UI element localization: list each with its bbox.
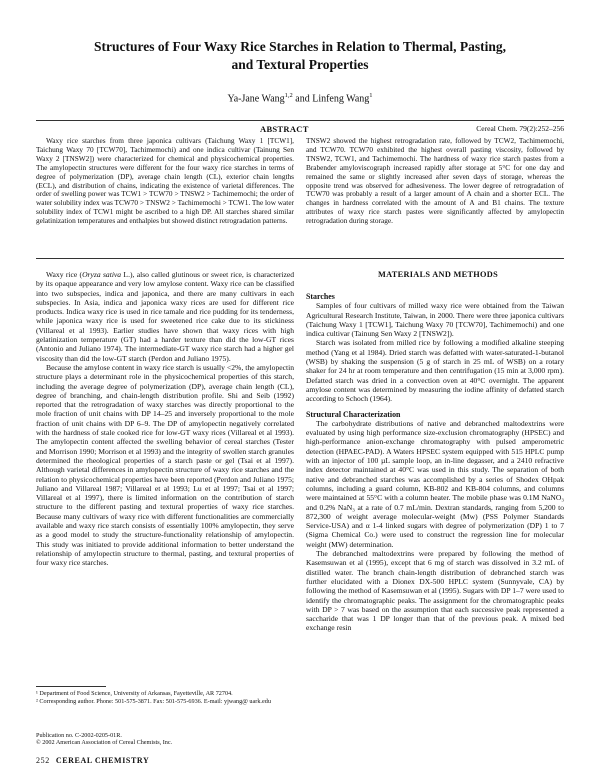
- methods-column: [306, 292, 564, 633]
- structural-subheading: Structural Characterization: [306, 409, 401, 419]
- journal-citation: Cereal Chem. 79(2):252–256: [476, 124, 564, 133]
- article-title: [40, 38, 560, 74]
- structural-paragraph-1: The carbohydrate distributions of native and debranched maltodextrins were evaluated by using high performance size-exclusion chromatography (HPSEC) and high-performance anion-exchange chromatography with pulsed amperometric detection (HPAEC-PAD). A Waters HPSEC system equipped with 515 HPLC pump with an injector of 100 µL sample loop, an in-line degasser, and a 2410 refractive index detector maintained at 40°C was used in this study. The separation of both native and debranched starches was accomplished by a series of Shodex OHpak columns, including a guard column, KB-802 and KB-804 columns, and columns were maintained at 55°C with a column heater. The mobile phase was 0.1M NaNO₃ and 0.2% NaN₃ at a rate of 0.7 mL/min. Dextran standards, ranging from 5,200 to 872,300 of weight average molecular-weight (Mw) (PSS Polymer Standards Service-USA) and α 1-4 linked sugars with degree of polymerization (DP) 1 to 7 (Sigma Chemical Co.) were used to construct the regression line for molecular weight (MW) determination.: [306, 418, 564, 549]
- abstract-right-text: TNSW2 showed the highest retrogradation rate, followed by TCW2, Tachimemochi, and TCW70. TCW70 exhibited the highest overall pasting viscosity, followed by TNSW2, TCW1, and Tachimemochi. The hardness of waxy rice starch pastes from a Brabender amyloviscograph increased rapidly after storage at 5°C for one day and remained the same or slightly increased after seven days of storage, whereas the opposite trend was observed for adhesiveness. The lower degree of retrogradation of TCW70 was probably a result of a larger amount of A chain and a shorter ECL. The changes in hardness correlated with the amount of A and B1 chains. The texture attributes of waxy rice starch pastes were significantly affected by amylopectin retrogradation during storage.: [306, 136, 564, 226]
- footnote-1: ¹ Department of Food Science, University of Arkansas, Fayetteville, AR 72704.: [36, 690, 233, 697]
- species-name: Oryza sativa: [82, 270, 122, 279]
- abstract-bottom-rule: [36, 258, 564, 259]
- starches-paragraph-2: Starch was isolated from milled rice by following a modified alkaline steeping method (Yang et al 1984). Dried starch was defatted with water-saturated-1-butanol (WSB) by shaking the suspension (5 g of starch in 25 mL of WSB) on a rotary shaker for 24 hr at room temperature and then centrifugation (15 min at 3,000 rpm). Defatted starch was dried in a convection oven at 40°C overnight. The apparent amylose content was determined by measuring the iodine affinity of defatted starch according to Schoch (1964).: [306, 338, 564, 404]
- author-1: Ya-Jane Wang: [227, 93, 285, 105]
- author-line: [40, 90, 560, 105]
- title-line-1: Structures of Four Waxy Rice Starches in Relation to Thermal, Pasting,: [94, 39, 506, 54]
- introduction: [36, 270, 294, 568]
- abstract-right: [306, 137, 564, 226]
- footnotes: [36, 690, 296, 707]
- abstract-heading: ABSTRACT: [260, 124, 309, 134]
- page-number: 252: [36, 756, 50, 765]
- author-join: and Linfeng Wang: [292, 93, 370, 105]
- intro-paragraph-2: Because the amylose content in waxy rice starch is usually <2%, the amylopectin structure plays a determinant role in the physicochemical properties of this starch, including the average degree of polymerization (DP), average chain length (CL), degree of branching, and chain-length distribution profile. Shi and Seib (1992) reported that the retrogradation of waxy starches was directly proportional to the mole fraction of unit chains with DP 14–25 and inversely proportional to the mole fraction of unit chains with DP 6–9. The DP of amylopectin negatively correlated with the hardness of stale cooked rice for low-GT waxy rices (Villareal et al 1993). The amylopectin content affected the swelling behavior of cereal starches (Tester and Morrison 1990; Morrison et al 1993) and the integrity of swollen starch granules determined the rheological properties of a starch paste or gel (Tsai et al 1997). Although varietal differences in amylopectin structure of waxy rice starches and the relation to physicochemical properties have been reported (Perdon and Juliano 1975; Juliano and Villareal 1987; Villareal et al 1993; Lu et al 1997; Tsai et al 1997; Villareal et al 1997), there is limited information on the contribution of starch structure to the different pasting and textural properties of waxy rice starches. Because many cultivars of waxy rice with different functionalities are commercially available and waxy rice starch consists of essentially 100% amylopectin, they serve as a good model to study the structure-functionality relationship of amylopectin. This study was initiated to provide additional information to better understand the relationship of amylopectin structure to thermal, pasting, and textural properties of four waxy rice starches.: [36, 362, 294, 568]
- abstract-top-rule: [36, 120, 564, 121]
- title-line-2: and Textural Properties: [231, 57, 369, 72]
- page-folio: [36, 756, 149, 765]
- intro-paragraph-1: Waxy rice (Oryza sativa L.), also called glutinous or sweet rice, is characterized by its opaque appearance and very low amylose content. Waxy rice can be classified into two subspecies, indica and japonica, and there are many cultivars in each subspecies. In Asia, indica and japonica waxy rices are used for different rice products. Indica waxy rice is used in rice tamale and rice pudding for its tenderness, while japonica waxy rice is used for sweetened rice cake due to its stickiness (Villareal et al 1993). Earlier studies have shown that waxy rices with high gelatinization temperature (GT) had a harder texture than did the low-GT rices (Antonio and Juliano 1974). The intermediate-GT waxy rice starch had a higher gel viscosity than did the low-GT starch (Perdon and Juliano 1975).: [36, 270, 294, 363]
- methods-heading: MATERIALS AND METHODS: [377, 270, 498, 279]
- journal-name: CEREAL CHEMISTRY: [55, 756, 150, 765]
- publication-info: [36, 732, 296, 747]
- structural-paragraph-2: The debranched maltodextrins were prepared by following the method of Kasemsuwan et al (1995), except that 6 mg of starch was dissolved in 3.2 mL of distilled water. The branch chain-length distribution of debranched starch was further elucidated with a Dionex DX-500 HPLC system (Sunnyvale, CA) by following the method of Kasemsuwan et al (1995). Sugars with DP 1–7 were used to identify the chromatographic peaks. The assignment for the chromatographic peaks with DP > 7 was based on the assumption that each successive peak represented a saccharide that was 1 DP longer than that of the previous peak. A mixed bed exchange resin: [306, 549, 564, 633]
- starches-paragraph-1: Samples of four cultivars of milled waxy rice were obtained from the Taiwan Agricultural Research Institute, Taiwan, in 2000. There were three japonica cultivars (Taichung Waxy 1 [TCW1], Taichung Waxy 70 [TCW70], Tachimemochi) and one indica cultivar (Tainung Sen Waxy 2 [TNSW2]).: [306, 301, 564, 339]
- starches-subheading: Starches: [306, 292, 335, 301]
- footnote-rule: [36, 686, 106, 687]
- footnote-2: ² Corresponding author. Phone: 501-575-3871. Fax: 501-575-6936. E-mail: yjwang@ uark.edu: [36, 698, 271, 706]
- author-2-affil: 1: [369, 92, 373, 99]
- author-1-affil: 1,2: [284, 92, 293, 99]
- abstract-left: [36, 137, 294, 226]
- publication-number: Publication no. C-2002-0205-01R.: [36, 732, 122, 739]
- copyright: © 2002 American Association of Cereal Chemists, Inc.: [36, 739, 173, 747]
- abstract-left-text: Waxy rice starches from three japonica cultivars (Taichung Waxy 1 [TCW1], Taichung Waxy 70 [TCW70], Tachimemochi) and one indica cultivar (Tainung Sen Waxy 2 [TNSW2]) were characterized for chemical and physicochemical properties. The amylopectin structures were different for the four waxy rice starches in terms of degree of polymerization (DP), average chain length (CL), exterior chain lengths (ECL), and distribution of chains, indicating the existence of varietal differences. The order of swelling power was TCW1 > TCW70 > TNSW2 > Tachimemochi; the order of water solubility index was TCW70 > TNSW2 > Tachimemochi > TCW1. The low water solubility index of TCW1 might be ascribed to a high DP. All starches shared similar gelatinization temperatures and enthalpies but showed distinct retrogradation patterns.: [36, 136, 294, 226]
